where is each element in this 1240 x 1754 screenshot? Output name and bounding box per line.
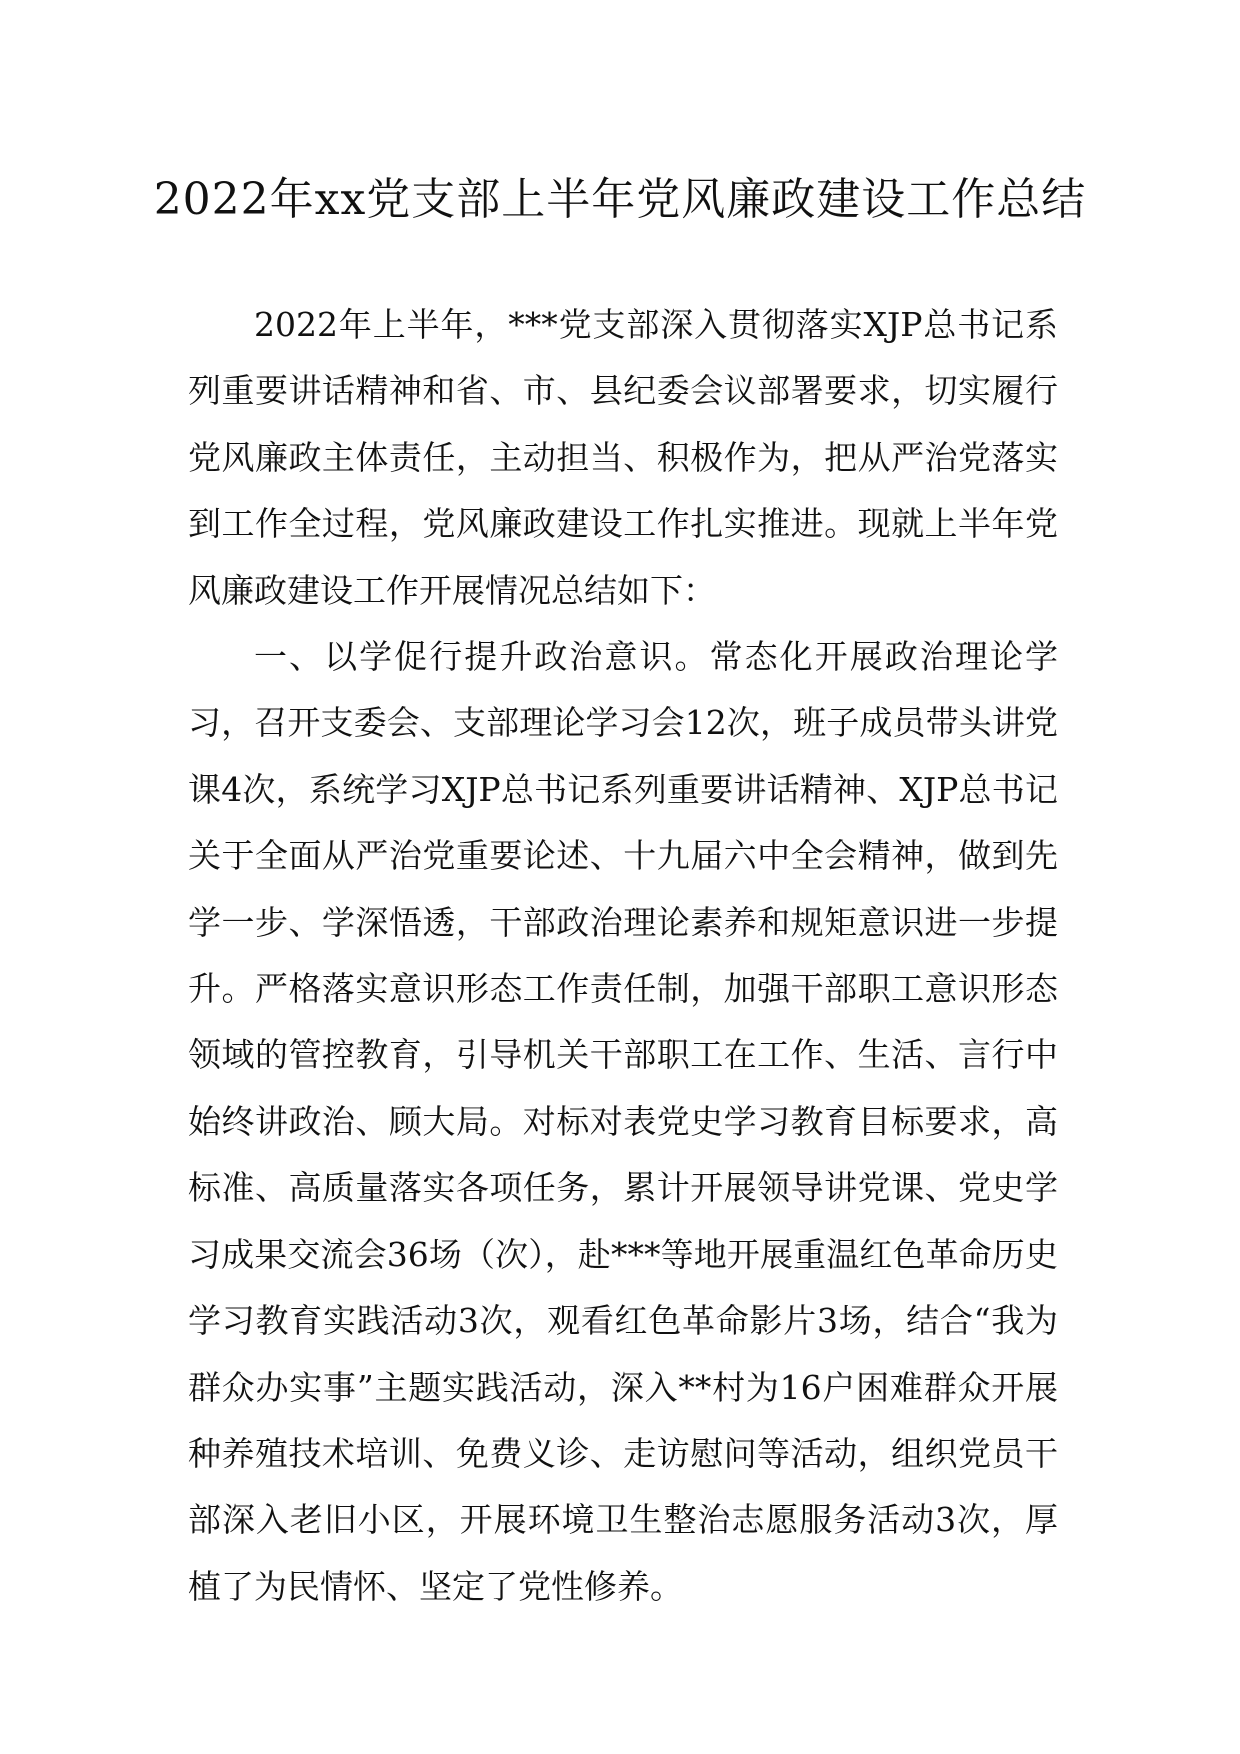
paragraph-section-1: 一、以学促行提升政治意识。常态化开展政治理论学习，召开支委会、支部理论学习会12次，班子成员带头讲党课4次，系统学习XJP总书记系列重要讲话精神、XJP总书记关于全面从严治党重要论述、十九届六中全会精神，做到先学一步、学深悟透，干部政治理论素养和规矩意识进一步提升。严格落实意识形态工作责任制，加强干部职工意识形态领域的管控教育，引导机关干部职工在工作、生活、言行中始终讲政治、顾大局。对标对表党史学习教育目标要求，高标准、高质量落实各项任务，累计开展领导讲党课、党史学习成果交流会36场（次），赴***等地开展重温红色革命历史学习教育实践活动3次，观看红色革命影片3场，结合“我为群众办实事”主题实践活动，深入**村为16户困难群众开展种养殖技术培训、免费义诊、走访慰问等活动，组织党员干部深入老旧小区，开展环境卫生整治志愿服务活动3次，厚植了为民情怀、坚定了党性修养。 <box>188 637 1058 1606</box>
document-title: 2022年xx党支部上半年党风廉政建设工作总结 <box>153 174 1087 225</box>
document-body <box>188 292 1058 1620</box>
paragraph-intro: 2022年上半年，***党支部深入贯彻落实XJP总书记系列重要讲话精神和省、市、县纪委会议部署要求，切实履行党风廉政主体责任，主动担当、积极作为，把从严治党落实到工作全过程，党风廉政建设工作扎实推进。现就上半年党风廉政建设工作开展情况总结如下： <box>188 305 1058 610</box>
